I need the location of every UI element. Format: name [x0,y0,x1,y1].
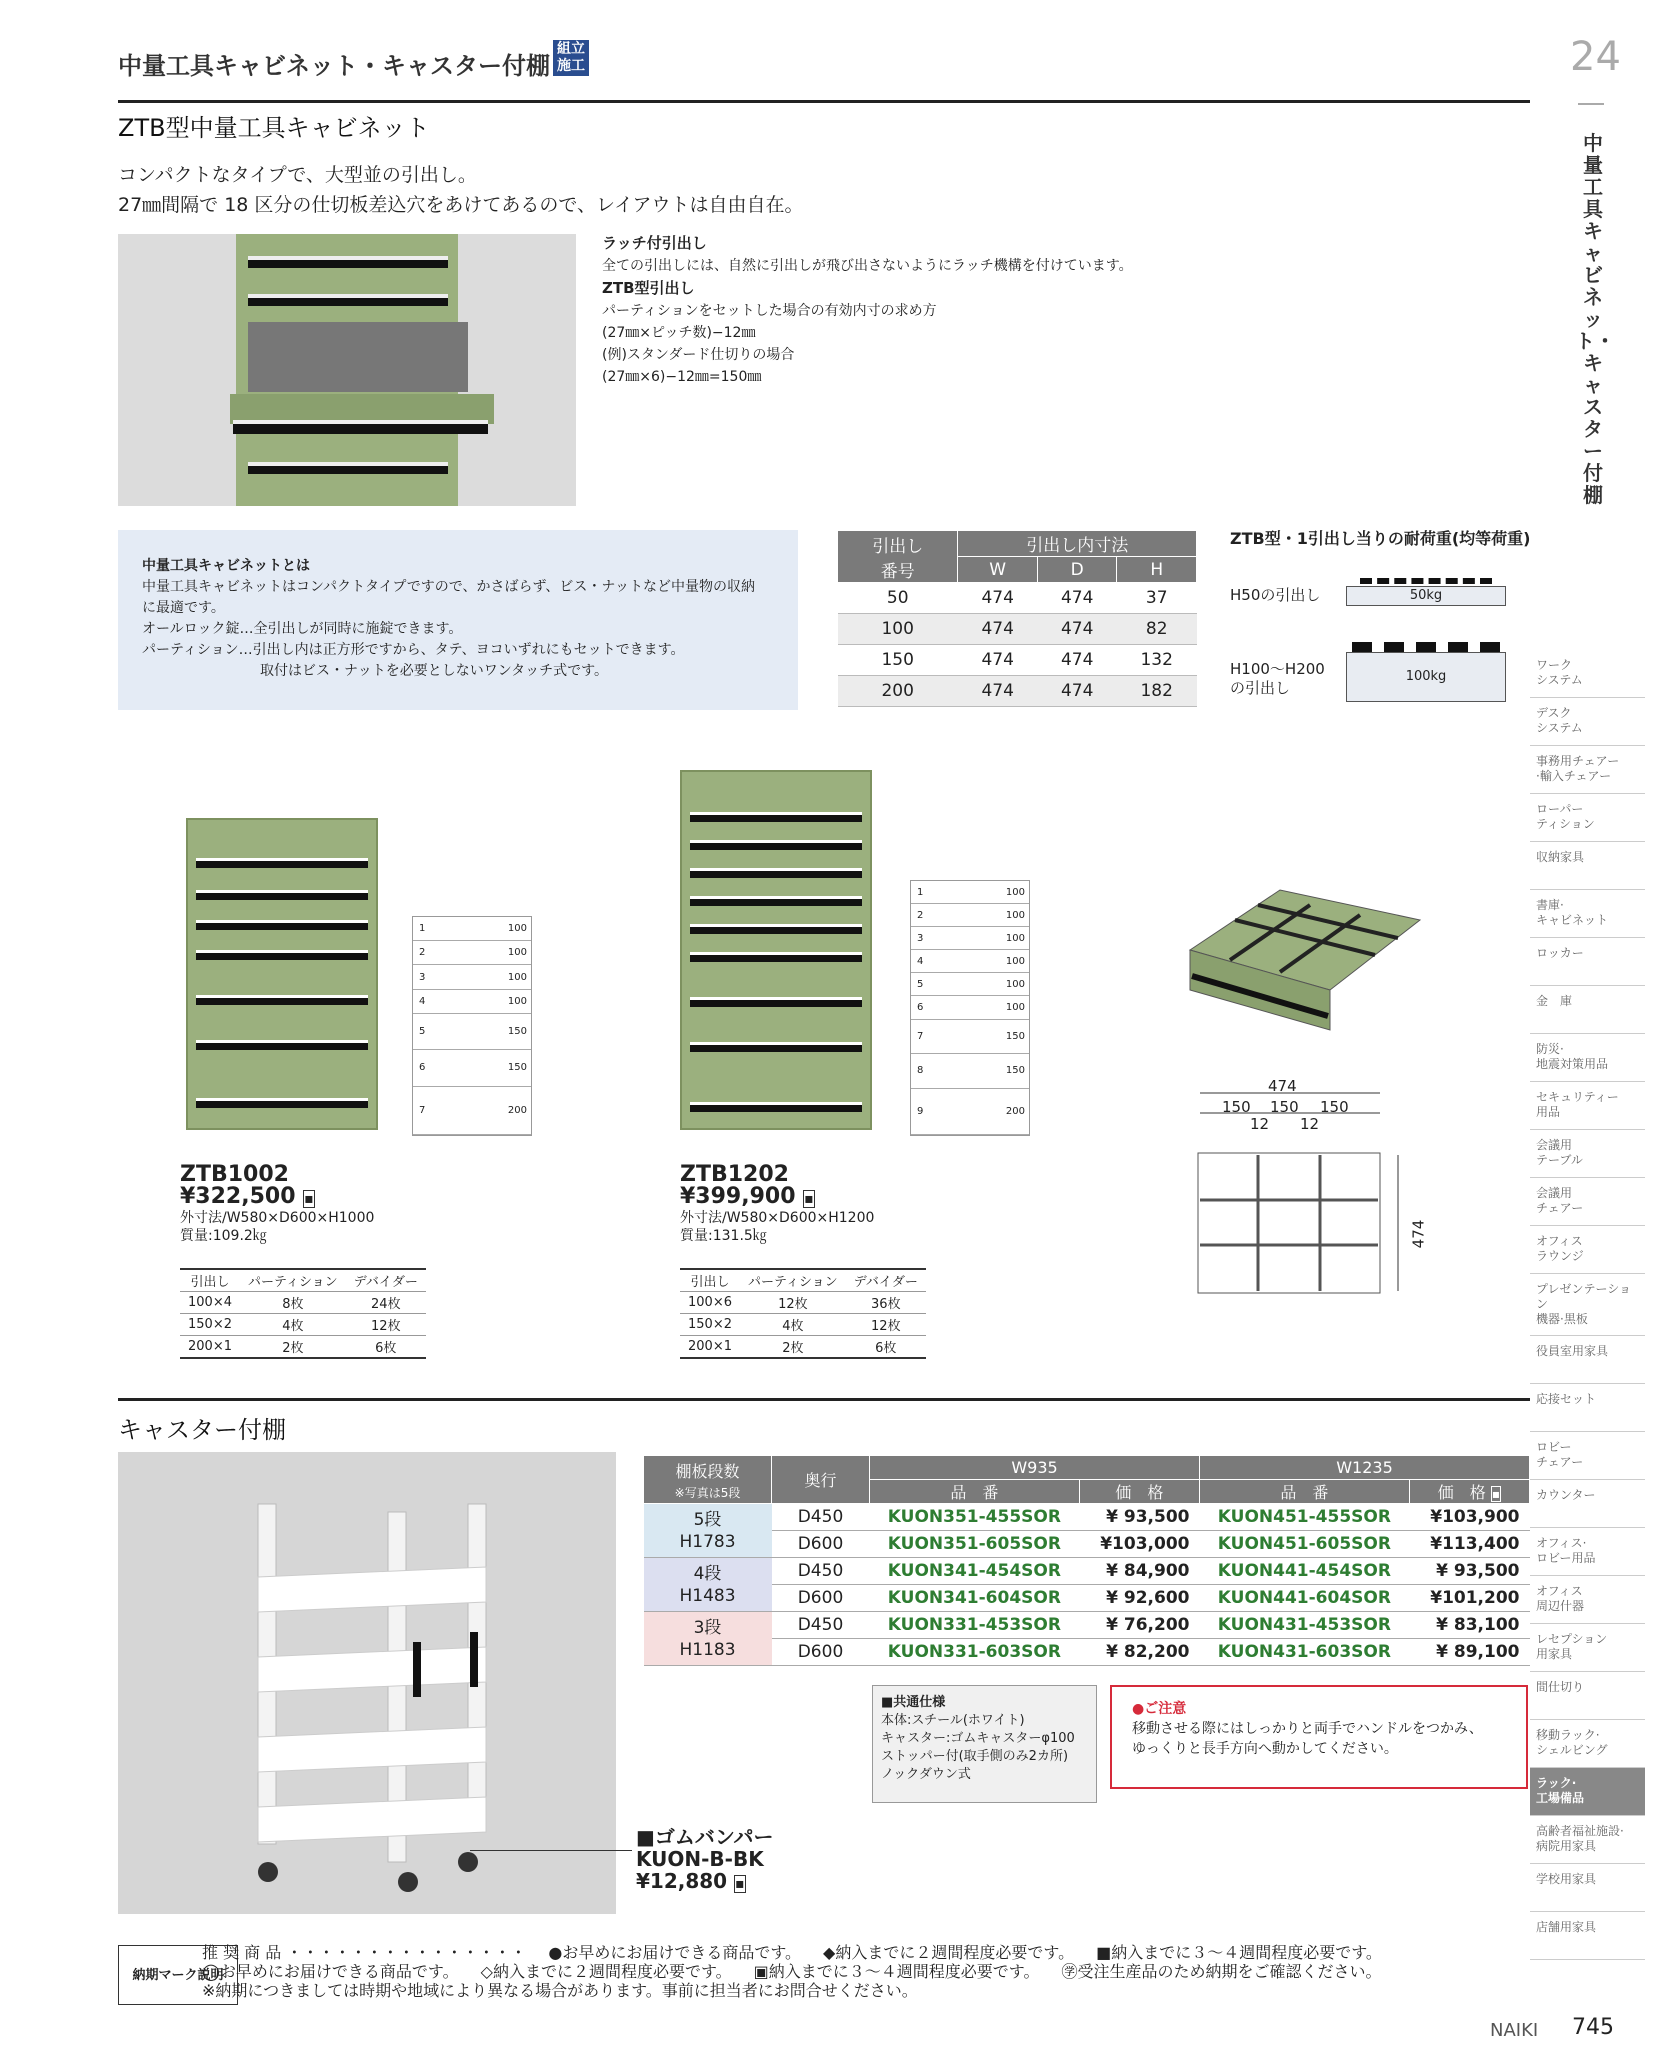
side-nav-item[interactable]: 高齢者福祉施設· 病院用家具 [1530,1816,1645,1864]
info-line2: に最適です。 [142,600,225,616]
dim-cell: 474 [1037,676,1117,707]
spec-header: 引出し [180,1269,240,1292]
th-d: D [1037,557,1117,583]
spec-cell: 2枚 [740,1336,846,1359]
ztb1002-spec-table [180,1268,426,1359]
shelf-count-cell [644,1504,772,1558]
w935-price: ¥ 82,200 [1079,1639,1199,1666]
diagram-drawer-height: 150 [507,1026,527,1038]
diagram-drawer-no: 7 [917,1030,924,1042]
load-weights-1 [1360,578,1492,584]
ztb1002-dims: 外寸法/W580×D600×H1000 [180,1210,375,1226]
side-nav-item[interactable]: 店舗用家具 [1530,1912,1645,1960]
th-code-w1235: 品 番 [1199,1480,1409,1504]
diagram-drawer-height: 100 [507,971,527,983]
w1235-code: KUON441-454SOR [1199,1558,1409,1585]
assembly-badge [553,40,589,76]
dim-cell: 474 [958,583,1038,614]
dim-cell: 132 [1117,645,1197,676]
diagram-drawer-height: 150 [507,1062,527,1074]
legend-made-to-order: ㊫受注生産品のため納期をご確認ください。 [1061,1962,1382,1981]
spec-cell: 200×1 [680,1336,740,1359]
diagram-drawer-height: 150 [1005,1065,1025,1077]
spec-cell: 12枚 [346,1314,426,1336]
diagram-drawer [413,990,531,1014]
diagram-drawer-no: 3 [917,932,924,944]
shelf-height: H1783 [679,1531,736,1552]
depth-cell: D600 [772,1585,870,1612]
th-price-w935: 価 格 [1079,1480,1199,1504]
ztb1202-cabinet-image [680,770,872,1130]
load-50kg-tray [1346,586,1506,606]
badge-line2: 施工 [557,58,585,74]
features-text [602,232,1133,388]
caster-shelf-photo [118,1452,616,1914]
w1235-code: KUON431-453SOR [1199,1612,1409,1639]
info-line3: オールロック錠…全引出しが同時に施錠できます。 [142,621,463,637]
bumper-price: ¥12,880 [636,1869,728,1893]
th-inner-dim: 引出し内寸法 [958,531,1197,557]
load-row2-label: H100〜H200 の引出し [1230,660,1325,697]
partition-layout-drawing [1180,1075,1420,1315]
spec-cell: 2枚 [240,1336,346,1359]
dim-cell: 474 [958,676,1038,707]
spec-cell: 6枚 [346,1336,426,1359]
diagram-drawer [413,1014,531,1050]
shelf-count: 5段 [693,1509,722,1530]
vertical-side-title: 中量工具キャビネット・キャスター付棚 [1575,131,1615,507]
load-weights-2 [1352,642,1500,652]
spec-cell: 200×1 [180,1336,240,1359]
drawing-seg-3: 150 [1320,1098,1349,1116]
ztb1202-weight: 質量:131.5㎏ [680,1228,767,1244]
diagram-drawer-no: 2 [419,947,426,959]
spec-row [680,1292,926,1314]
w935-code: KUON341-454SOR [870,1558,1080,1585]
page-header-title: 中量工具キャビネット・キャスター付棚 [118,52,550,80]
drawing-height: 474 [1409,1219,1428,1249]
section-number-divider [1578,103,1604,105]
diagram-drawer-height: 100 [1005,978,1025,990]
spec-header: パーティション [240,1269,346,1292]
dim-cell: 100 [838,614,958,645]
bumper-code: KUON-B-BK [636,1847,764,1871]
price-row [644,1639,1530,1666]
w1235-price: ¥113,400 [1409,1531,1529,1558]
bumper-leader-line [470,1850,632,1851]
common-line4: ノックダウン式 [881,1767,971,1782]
caster-price-table [643,1455,1530,1666]
side-nav-item[interactable]: 書庫· キャビネット [1530,890,1645,938]
dim-cell: 474 [1037,645,1117,676]
price-row [644,1531,1530,1558]
diagram-drawer-height: 100 [1005,909,1025,921]
diagram-drawer-no: 6 [917,1001,924,1013]
w1235-code: KUON451-605SOR [1199,1531,1409,1558]
diagram-drawer-height: 150 [1005,1030,1025,1042]
ztb-drawer-title: ZTB型引出し [602,279,695,297]
spec-row [180,1336,426,1359]
side-nav-item[interactable]: 防災· 地震対策用品 [1530,1034,1645,1082]
diagram-drawer [911,904,1029,927]
caution-line1: 移動させる際にはしっかりと両手でハンドルをつかみ、 [1132,1721,1483,1737]
latch-title: ラッチ付引出し [602,234,707,252]
th-w935: W935 [870,1456,1200,1480]
depth-cell: D600 [772,1531,870,1558]
legend-note: ※納期につきましては時期や地域により異なる場合があります。事前に担当者にお問合せください。 [202,1981,918,2000]
side-nav-item[interactable]: 応接セット [1530,1384,1645,1432]
th-code-w935: 品 番 [870,1480,1080,1504]
ztb-line1: パーティションをセットした場合の有効内寸の求め方 [602,303,937,319]
diagram-drawer-no: 8 [917,1065,924,1077]
drawer-dimension-table [837,530,1197,707]
w1235-price: ¥ 89,100 [1409,1639,1529,1666]
price-row [644,1558,1530,1585]
legend-2weeks: ◆納入までに２週間程度必要です。 [823,1943,1075,1962]
side-nav-item[interactable]: デスク システム [1530,698,1645,746]
th-price-w1235: 価 格 ▪ [1409,1480,1529,1504]
diagram-drawer-no: 2 [917,909,924,921]
dim-cell: 474 [1037,614,1117,645]
side-nav-item[interactable]: プレゼンテーション 機器·黒板 [1530,1274,1645,1336]
w1235-price: ¥ 83,100 [1409,1612,1529,1639]
side-nav-item[interactable]: ローパー ティション [1530,794,1645,842]
brand-name: NAIKI [1490,2020,1539,2041]
diagram-drawer-height: 200 [507,1104,527,1116]
diagram-drawer-height: 100 [1005,886,1025,898]
diagram-drawer-no: 6 [419,1062,426,1074]
diagram-drawer-no: 9 [917,1105,924,1117]
section-title-caster: キャスター付棚 [118,1416,286,1444]
legend-3-4weeks: ■納入までに３～４週間程度必要です。 [1096,1943,1382,1962]
legend-3-4weeks-2: ▣納入までに３～４週間程度必要です。 [753,1962,1040,1981]
side-nav-item[interactable]: 事務用チェアー ·輸入チェアー [1530,746,1645,794]
w935-price: ¥ 76,200 [1079,1612,1199,1639]
side-nav-item[interactable]: ロビー チェアー [1530,1432,1645,1480]
dim-cell: 200 [838,676,958,707]
w935-price: ¥ 93,500 [1079,1504,1199,1531]
side-nav-item[interactable]: 学校用家具 [1530,1864,1645,1912]
dim-cell: 474 [1037,583,1117,614]
w935-code: KUON341-604SOR [870,1585,1080,1612]
section-intro [118,160,804,220]
dim-cell: 50 [838,583,958,614]
info-line1: 中量工具キャビネットはコンパクトタイプですので、かさばらず、ビス・ナットなど中量物の収納 [142,579,756,595]
side-nav-item[interactable]: 収納家具 [1530,842,1645,890]
diagram-drawer-no: 3 [419,971,426,983]
side-nav-item[interactable]: 金 庫 [1530,986,1645,1034]
side-nav-item[interactable]: 会議用 テーブル [1530,1130,1645,1178]
diagram-drawer-no: 4 [917,955,924,967]
drawing-gap-2: 12 [1300,1115,1320,1133]
ztb1202-spec-table [680,1268,926,1359]
drawing-seg-1: 150 [1222,1098,1251,1116]
spec-row [680,1314,926,1336]
partition-drawer-illustration [1180,880,1430,1040]
diagram-drawer [413,1087,531,1135]
section-title-ztb: ZTB型中量工具キャビネット [118,114,430,142]
section-number: 24 [1570,34,1621,80]
diagram-drawer-height: 100 [1005,955,1025,967]
shelf-count: 4段 [693,1563,722,1584]
ztb1002-name: ZTB1002 [180,1162,289,1187]
drawing-seg-2: 150 [1270,1098,1299,1116]
w935-code: KUON351-455SOR [870,1504,1080,1531]
diagram-drawer-height: 100 [1005,932,1025,944]
side-nav-item[interactable]: オフィス 周辺什器 [1530,1576,1645,1624]
side-nav-item[interactable]: カウンター [1530,1480,1645,1528]
w1235-price: ¥103,900 [1409,1504,1529,1531]
diagram-drawer-height: 100 [507,923,527,935]
dim-row [838,583,1197,614]
spec-cell: 24枚 [346,1292,426,1314]
th-w: W [958,557,1038,583]
spec-cell: 100×4 [180,1292,240,1314]
legend-recommended: 推 奨 商 品 ・・・・・・・・・・・・・・・ [202,1943,527,1962]
spec-header-row [180,1269,426,1292]
shelf-count-cell [644,1612,772,1666]
dim-cell: 37 [1117,583,1197,614]
spec-cell: 150×2 [180,1314,240,1336]
intro-line2: 27㎜間隔で 18 区分の仕切板差込穴をあけてあるので、レイアウトは自由自在。 [118,194,804,216]
intro-line1: コンパクトなタイプで、大型並の引出し。 [118,164,477,186]
dim-cell: 474 [958,614,1038,645]
w1235-price: ¥ 93,500 [1409,1558,1529,1585]
diagram-drawer [413,1050,531,1086]
diagram-drawer-height: 100 [507,995,527,1007]
th-depth: 奥行 [772,1456,870,1504]
diagram-drawer [911,1089,1029,1135]
side-nav-item[interactable]: セキュリティー 用品 [1530,1082,1645,1130]
diagram-drawer [413,941,531,965]
depth-cell: D450 [772,1504,870,1531]
caution-box [1110,1685,1528,1789]
ztb1202-drawer-diagram [910,880,1030,1136]
shelf-height: H1483 [679,1585,736,1606]
dim-row [838,676,1197,707]
spec-row [180,1314,426,1336]
category-side-nav [1530,650,1645,1960]
diagram-drawer [911,881,1029,904]
common-title: ■共通仕様 [881,1695,946,1710]
side-nav-item[interactable]: オフィス ラウンジ [1530,1226,1645,1274]
diagram-drawer [911,973,1029,996]
side-nav-item[interactable]: ワーク システム [1530,650,1645,698]
ztb1202-name: ZTB1202 [680,1162,789,1187]
spec-header: 引出し [680,1269,740,1292]
spec-row [180,1292,426,1314]
ztb1202-price: ¥399,900 ▪ [680,1184,814,1209]
shelf-count: 3段 [693,1617,722,1638]
bumper-title: ■ゴムバンパー [636,1825,774,1849]
depth-cell: D450 [772,1558,870,1585]
diagram-drawer [911,996,1029,1019]
diagram-drawer [413,965,531,989]
w935-price: ¥103,000 [1079,1531,1199,1558]
th-h: H [1117,557,1197,583]
dim-row [838,614,1197,645]
depth-cell: D600 [772,1639,870,1666]
ztb1002-drawer-diagram [412,916,532,1136]
header-rule [118,100,1530,103]
spec-row [680,1336,926,1359]
side-nav-item[interactable]: 移動ラック· シェルビング [1530,1720,1645,1768]
diagram-drawer-no: 4 [419,995,426,1007]
spec-cell: 36枚 [846,1292,926,1314]
dim-cell: 182 [1117,676,1197,707]
diagram-drawer [911,1020,1029,1055]
load-100kg-tray [1346,652,1506,702]
spec-cell: 6枚 [846,1336,926,1359]
diagram-drawer [911,950,1029,973]
ztb-line4: (27㎜×6)−12㎜=150㎜ [602,369,762,385]
cabinet-drawer-photo [118,234,576,506]
side-nav-item[interactable]: 間仕切り [1530,1672,1645,1720]
diagram-drawer [413,917,531,941]
side-nav-item[interactable]: ラック· 工場備品 [1530,1768,1645,1816]
spec-cell: 150×2 [680,1314,740,1336]
diagram-drawer-height: 200 [1005,1105,1025,1117]
dim-cell: 82 [1117,614,1197,645]
dim-cell: 474 [958,645,1038,676]
info-line4: パーティション…引出し内は正方形ですから、タテ、ヨコいずれにもセットできます。 [142,642,685,658]
spec-cell: 12枚 [740,1292,846,1314]
w1235-code: KUON451-455SOR [1199,1504,1409,1531]
price-row [644,1504,1530,1531]
side-nav-item[interactable]: 役員室用家具 [1530,1336,1645,1384]
ztb-line3: (例)スタンダード仕切りの場合 [602,347,795,363]
th-drawer-no: 引出し 番号 [838,531,958,583]
common-line3: ストッパー付(取手側のみ2カ所) [881,1749,1069,1764]
ztb-line2: (27㎜×ピッチ数)−12㎜ [602,325,756,341]
caution-line2: ゆっくりと長手方向へ動かしてください。 [1132,1741,1398,1757]
delivery-legend [202,1943,1382,2000]
bumper-info: ■ゴムバンパー KUON-B-BK ¥12,880 ▪ [636,1825,774,1893]
info-line5: 取付はビス・ナットを必要としないワンタッチ式です。 [260,663,609,679]
depth-cell: D450 [772,1612,870,1639]
side-nav-item[interactable]: ロッカー [1530,938,1645,986]
diagram-drawer-no: 5 [917,978,924,990]
spec-header: デバイダー [346,1269,426,1292]
common-spec-box [872,1685,1097,1803]
load-row1-value: 50kg [1409,588,1443,603]
spec-cell: 100×6 [680,1292,740,1314]
delivery-legend-label: 納期マーク説明 [118,1945,238,2005]
page-number: 745 [1572,2015,1614,2040]
section2-rule [118,1398,1530,1401]
spec-cell: 8枚 [240,1292,346,1314]
price-row [644,1585,1530,1612]
w935-code: KUON331-603SOR [870,1639,1080,1666]
w935-code: KUON331-453SOR [870,1612,1080,1639]
w1235-price: ¥101,200 [1409,1585,1529,1612]
diagram-drawer-no: 1 [917,886,924,898]
common-line2: キャスター:ゴムキャスターφ100 [881,1731,1075,1746]
dim-cell: 150 [838,645,958,676]
shelf-count-cell [644,1558,772,1612]
w1235-code: KUON441-604SOR [1199,1585,1409,1612]
ztb1002-cabinet-image [186,818,378,1130]
load-capacity-title: ZTB型・1引出し当りの耐荷重(均等荷重) [1230,529,1531,548]
side-nav-item[interactable]: オフィス· ロビー用品 [1530,1528,1645,1576]
info-title: 中量工具キャビネットとは [142,558,310,574]
w935-price: ¥ 84,900 [1079,1558,1199,1585]
drawing-gap-1: 12 [1250,1115,1270,1133]
load-row2-value: 100kg [1405,669,1447,684]
diagram-drawer-no: 5 [419,1026,426,1038]
side-nav-item[interactable]: レセプション 用家具 [1530,1624,1645,1672]
dim-row [838,645,1197,676]
legend-2weeks-2: ◇納入までに２週間程度必要です。 [480,1962,732,1981]
th-shelf-count: 棚板段数 ※写真は5段 [644,1456,772,1504]
legend-fast: ●お早めにお届けできる商品です。 [548,1943,802,1962]
diagram-drawer-no: 7 [419,1104,426,1116]
common-line1: 本体:スチール(ホワイト) [881,1713,1025,1728]
load-row1-label: H50の引出し [1230,586,1321,604]
legend-fast-2: ◯お早めにお届けできる商品です。 [202,1962,459,1981]
w935-code: KUON351-605SOR [870,1531,1080,1558]
diagram-drawer-height: 100 [1005,1001,1025,1013]
badge-line1: 組立 [557,41,585,57]
ztb1202-dims: 外寸法/W580×D600×H1200 [680,1210,875,1226]
ztb1002-price: ¥322,500 ▪ [180,1184,314,1209]
spec-cell: 4枚 [740,1314,846,1336]
caution-title: ●ご注意 [1132,1701,1187,1717]
diagram-drawer-height: 100 [507,947,527,959]
spec-cell: 4枚 [240,1314,346,1336]
diagram-drawer [911,927,1029,950]
price-row [644,1612,1530,1639]
th-w1235: W1235 [1199,1456,1529,1480]
w935-price: ¥ 92,600 [1079,1585,1199,1612]
diagram-drawer [911,1054,1029,1089]
cabinet-info-box [118,530,798,710]
drawing-width-total: 474 [1268,1077,1297,1095]
spec-header-row [680,1269,926,1292]
shelf-height: H1183 [679,1639,736,1660]
latch-text: 全ての引出しには、自然に引出しが飛び出さないようにラッチ機構を付けています。 [602,258,1133,274]
side-nav-item[interactable]: 会議用 チェアー [1530,1178,1645,1226]
spec-header: パーティション [740,1269,846,1292]
spec-cell: 12枚 [846,1314,926,1336]
ztb1002-weight: 質量:109.2㎏ [180,1228,267,1244]
diagram-drawer-no: 1 [419,923,426,935]
w1235-code: KUON431-603SOR [1199,1639,1409,1666]
spec-header: デバイダー [846,1269,926,1292]
